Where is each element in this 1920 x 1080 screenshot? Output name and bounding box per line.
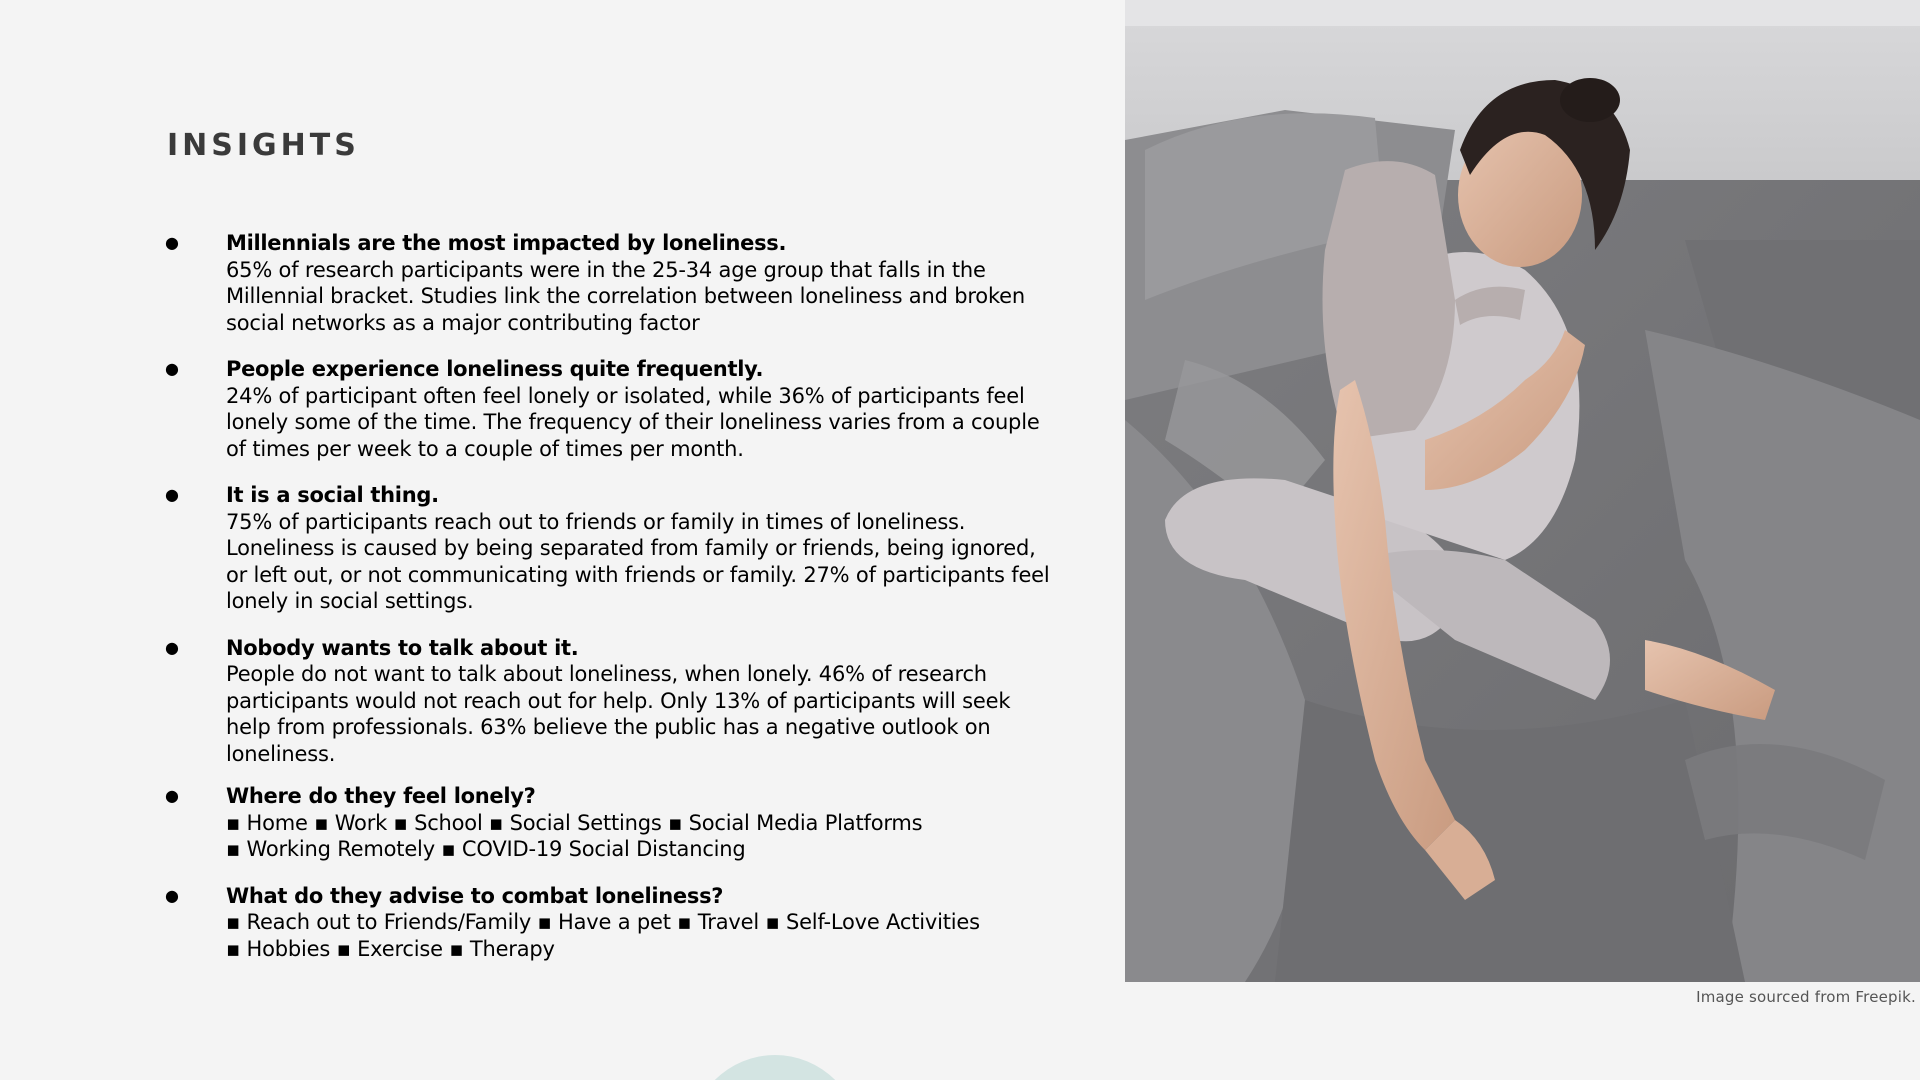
lonely-woman-photo — [1125, 0, 1920, 982]
insight-heading: It is a social thing. — [226, 483, 439, 507]
location-tags-line-1: ▪ Home ▪ Work ▪ School ▪ Social Settings ▪ Social Media Platforms — [226, 810, 923, 835]
bullet-icon: ● — [165, 485, 179, 504]
insight-heading: People experience loneliness quite frequently. — [226, 357, 764, 381]
insights-list — [160, 230, 1050, 982]
advice-tags-line-2: ▪ Hobbies ▪ Exercise ▪ Therapy — [226, 936, 555, 961]
bullet-icon: ● — [165, 233, 179, 252]
advice-tags-line-1: ▪ Reach out to Friends/Family ▪ Have a pet ▪ Travel ▪ Self-Love Activities — [226, 910, 980, 934]
bullet-icon: ● — [165, 637, 179, 657]
decorative-circle — [690, 1055, 860, 1080]
bullet-icon: ● — [165, 786, 179, 805]
list-item — [160, 783, 1050, 863]
list-item — [160, 356, 1050, 462]
location-tags-line-2: ▪ Working Remotely ▪ COVID-19 Social Distancing — [226, 837, 746, 861]
insight-heading: Nobody wants to talk about it. — [226, 635, 579, 660]
page-title: INSIGHTS — [167, 128, 360, 163]
list-item — [160, 883, 1050, 963]
bullet-icon: ● — [165, 885, 179, 905]
list-item — [160, 635, 1050, 768]
insight-body: 24% of participant often feel lonely or isolated, while 36% of participants feel lonely some of the time. The frequency of their loneliness varies from a couple of times per week to a couple of times per month. — [226, 383, 1040, 461]
insight-heading: Where do they feel lonely? — [226, 784, 536, 808]
insight-heading: What do they advise to combat loneliness? — [226, 883, 724, 908]
insight-body: 75% of participants reach out to friends or family in times of loneliness. Loneliness is caused by being separated from family or friends, being ignored, or left out, or not communicating with friends or family. 27% of participants feel lonely in social settings. — [226, 509, 1050, 613]
list-item — [160, 230, 1050, 336]
bullet-icon: ● — [165, 359, 179, 378]
insight-body: 65% of research participants were in the 25-34 age group that falls in the Millennial bracket. Studies link the correlation between loneliness and broken social networks as a major contributing factor — [226, 257, 1025, 335]
list-item — [160, 482, 1050, 615]
insight-body: People do not want to talk about loneliness, when lonely. 46% of research participants would not reach out for help. Only 13% of participants will seek help from professionals. 63% believe the public has a negative outlook on loneliness. — [226, 662, 1011, 766]
image-credit: Image sourced from Freepik. — [1696, 988, 1916, 1006]
insight-heading: Millennials are the most impacted by loneliness. — [226, 231, 787, 255]
